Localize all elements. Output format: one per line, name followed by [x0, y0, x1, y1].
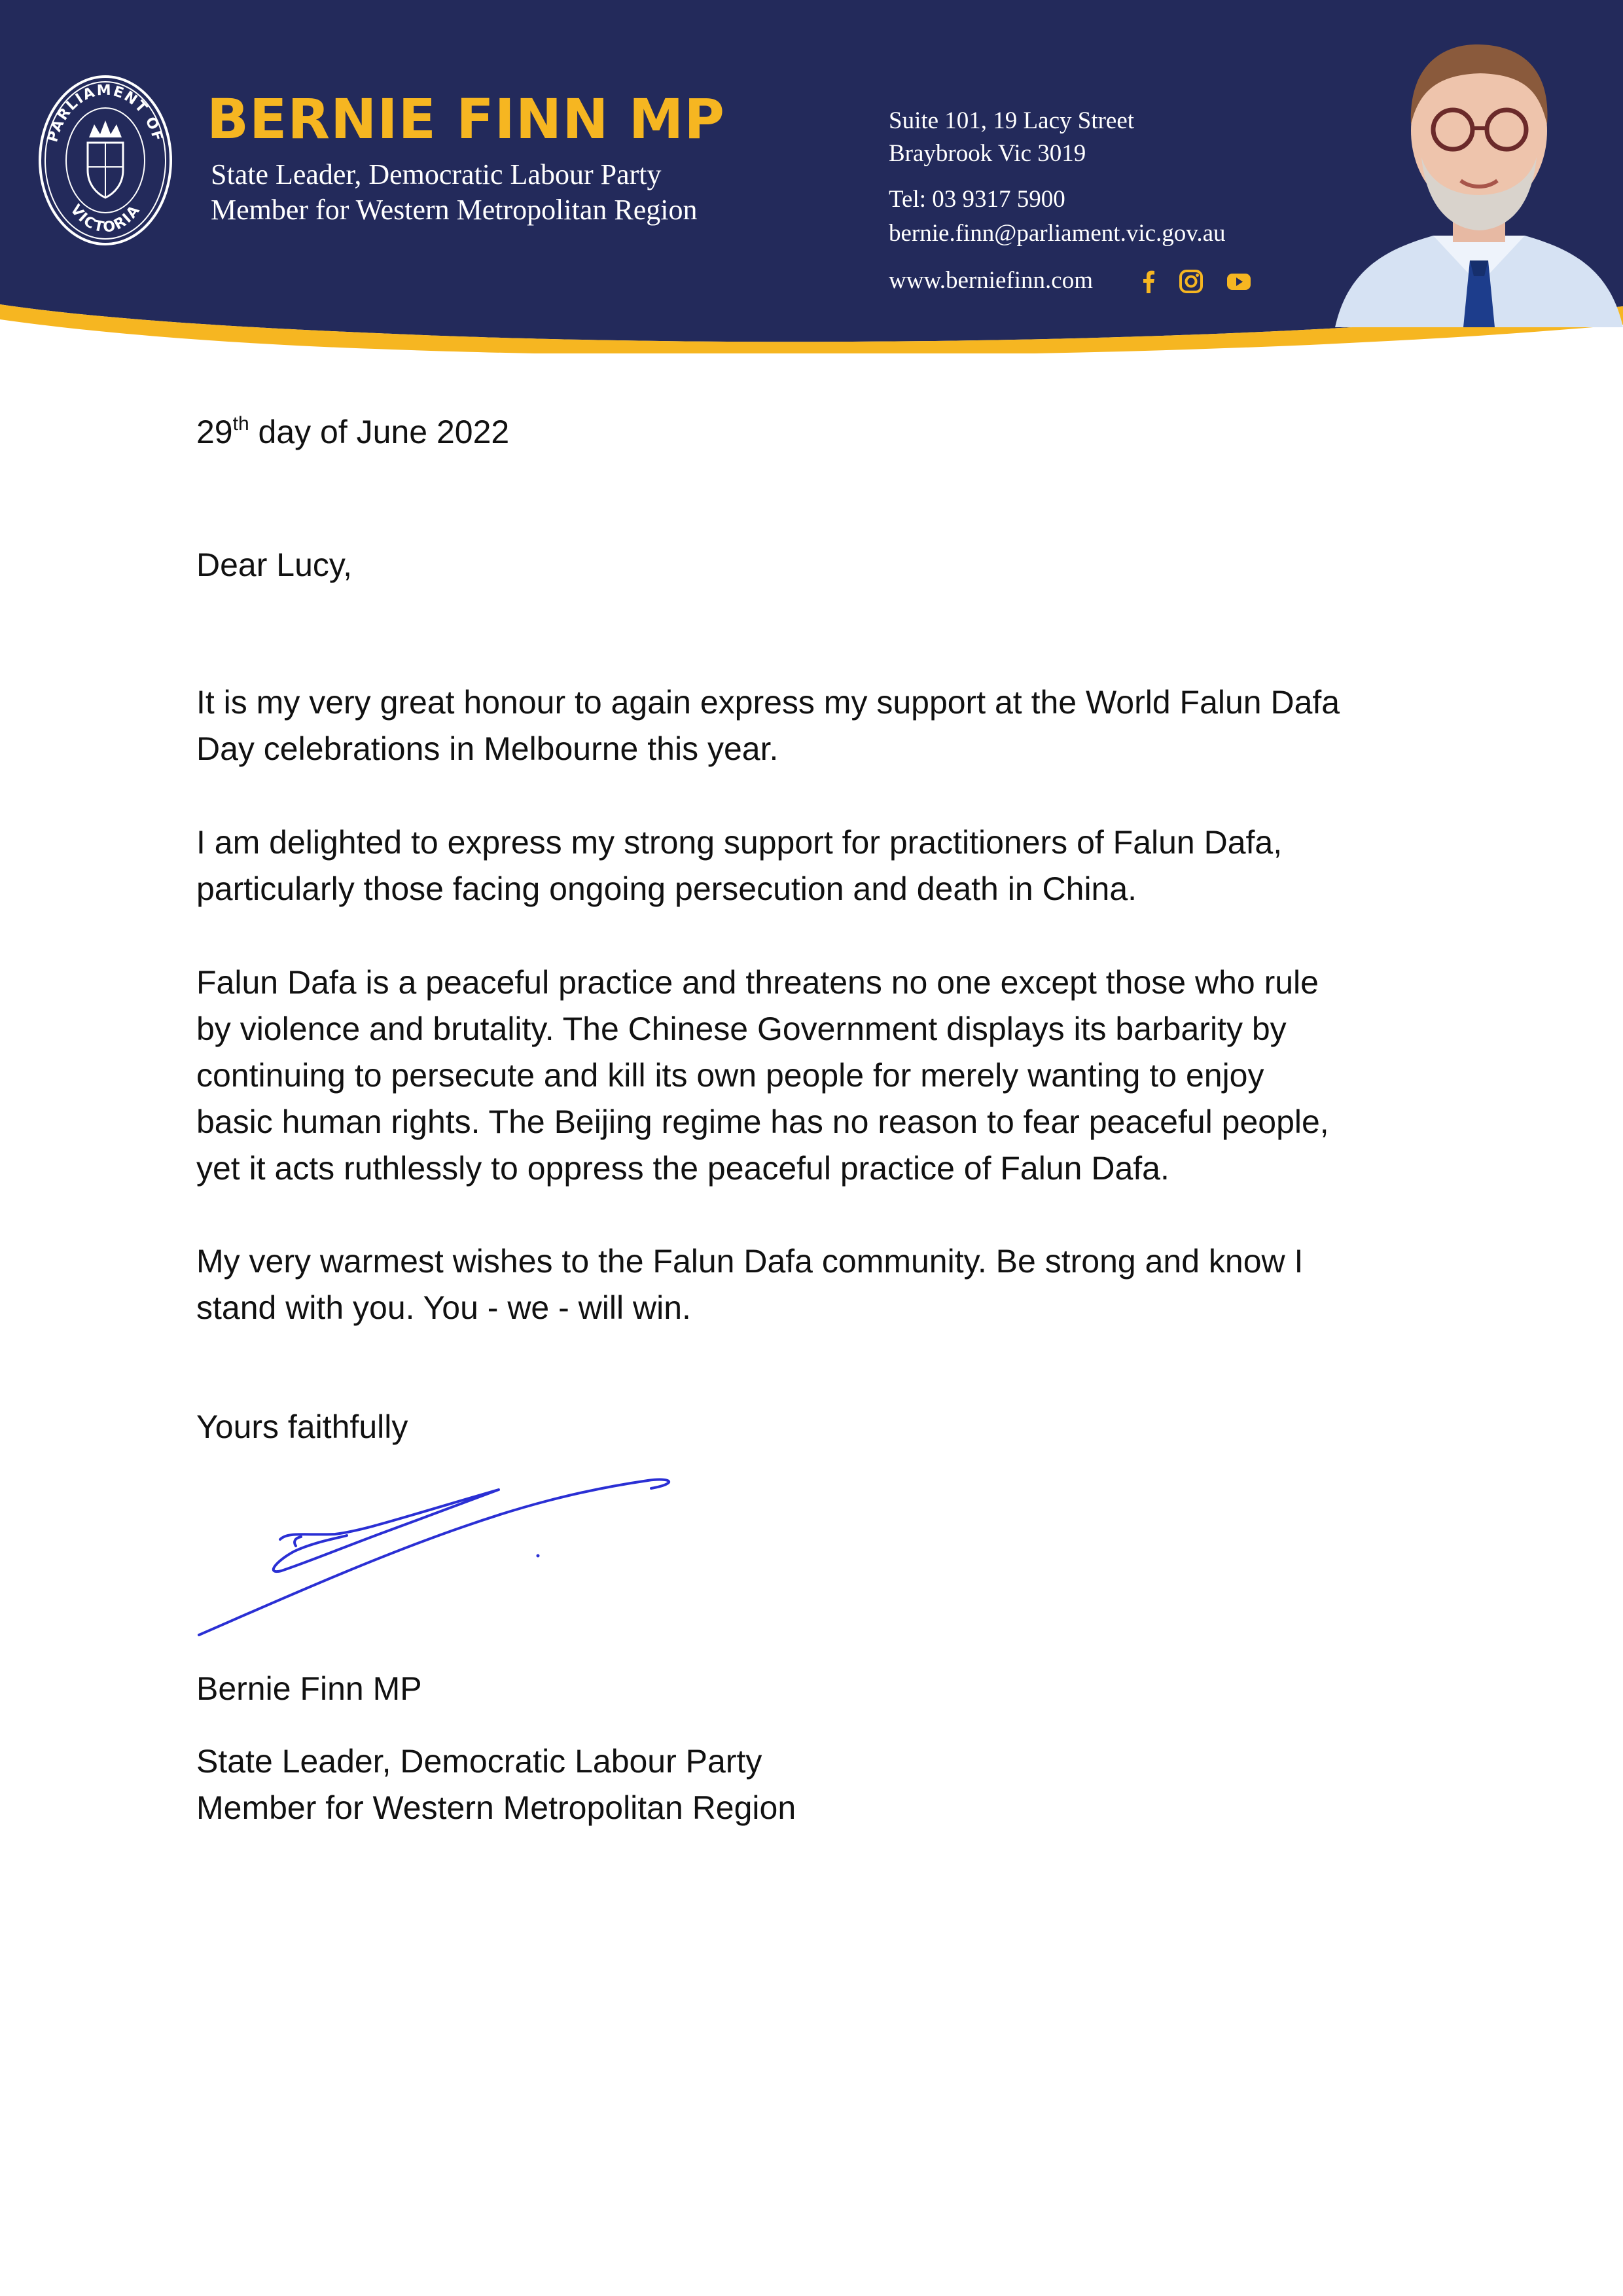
date-day: 29	[196, 414, 233, 450]
svg-text:PARLIAMENT OF: PARLIAMENT OF	[45, 82, 166, 144]
body-paragraph	[196, 1238, 1303, 1331]
mp-portrait-photo	[1335, 20, 1623, 327]
signer-role: State Leader, Democratic Labour Party	[196, 1743, 762, 1780]
email-address: bernie.finn@parliament.vic.gov.au	[889, 220, 1226, 247]
handwritten-signature	[190, 1466, 700, 1649]
body-paragraph	[196, 819, 1282, 912]
address-line: Suite 101, 19 Lacy Street	[889, 107, 1135, 134]
paragraph-line: Falun Dafa is a peaceful practice and threatens no one except those who rule	[196, 964, 1319, 1001]
date-month-year: day of June 2022	[249, 414, 510, 450]
paragraph-line: particularly those facing ongoing persecution and death in China.	[196, 870, 1137, 907]
address-line: Braybrook Vic 3019	[889, 140, 1086, 167]
letterhead-role-line: Member for Western Metropolitan Region	[211, 194, 698, 226]
body-paragraph	[196, 679, 1340, 772]
facebook-icon[interactable]	[1135, 268, 1162, 295]
paragraph-line: My very warmest wishes to the Falun Dafa community. Be strong and know I	[196, 1243, 1304, 1280]
signer-role: Member for Western Metropolitan Region	[196, 1789, 796, 1826]
paragraph-line: continuing to persecute and kill its own people for merely wanting to enjoy	[196, 1057, 1264, 1094]
paragraph-line: It is my very great honour to again express my support at the World Falun Dafa	[196, 684, 1340, 721]
paragraph-line: stand with you. You - we - will win.	[196, 1289, 691, 1326]
closing: Yours faithfully	[196, 1408, 408, 1445]
letterhead	[0, 0, 1623, 367]
letter-date	[196, 409, 509, 460]
svg-text:VICTORIA: VICTORIA	[67, 202, 144, 236]
telephone: Tel: 03 9317 5900	[889, 186, 1065, 213]
website-link[interactable]: www.berniefinn.com	[889, 267, 1094, 294]
youtube-icon[interactable]	[1226, 268, 1252, 295]
signer-name: Bernie Finn MP	[196, 1670, 422, 1707]
mp-name: BERNIE FINN MP	[207, 87, 725, 151]
parliament-of-victoria-seal	[37, 72, 174, 249]
salutation: Dear Lucy,	[196, 547, 353, 583]
paragraph-line: yet it acts ruthlessly to oppress the peaceful practice of Falun Dafa.	[196, 1150, 1169, 1187]
paragraph-line: Day celebrations in Melbourne this year.	[196, 730, 779, 767]
instagram-icon[interactable]	[1178, 268, 1204, 295]
paragraph-line: basic human rights. The Beijing regime has no reason to fear peaceful people,	[196, 1103, 1329, 1140]
body-paragraph	[196, 960, 1329, 1192]
date-ordinal-suffix: th	[232, 413, 249, 435]
paragraph-line: by violence and brutality. The Chinese Government displays its barbarity by	[196, 1011, 1287, 1047]
paragraph-line: I am delighted to express my strong support for practitioners of Falun Dafa,	[196, 824, 1283, 861]
letterhead-role-line: State Leader, Democratic Labour Party	[211, 158, 662, 190]
